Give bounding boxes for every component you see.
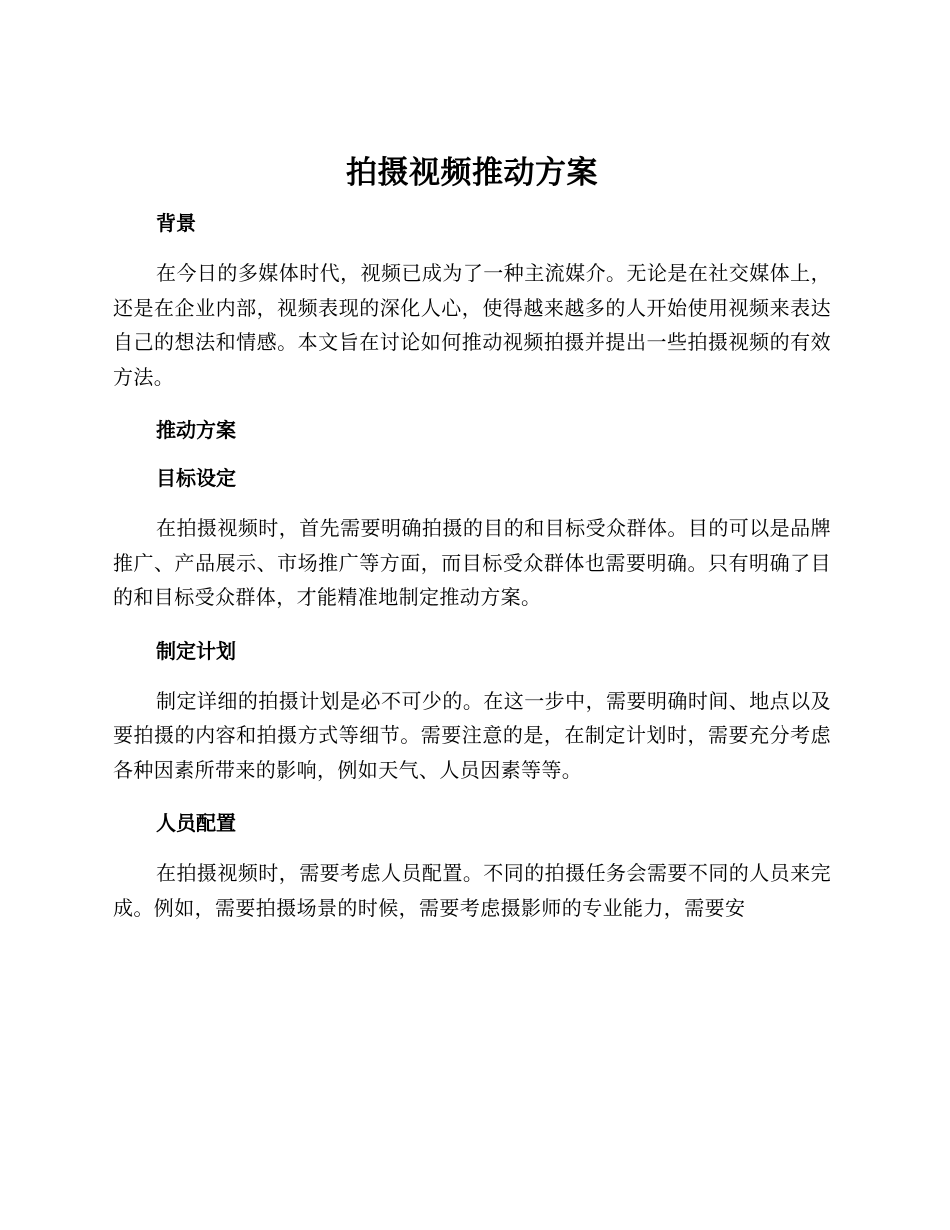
section-heading-make-plan: 制定计划 [156, 638, 236, 663]
document-title: 拍摄视频推动方案 [346, 155, 598, 191]
section-paragraph-goal-setting: 在拍摄视频时，首先需要明确拍摄的目的和目标受众群体。目的可以是品牌推广、产品展示、市场推广等方面，而目标受众群体也需要明确。只有明确了目的和目标受众群体，才能精准地制定推动方案。 [113, 516, 831, 609]
section-heading-staffing: 人员配置 [156, 811, 236, 835]
section-heading-goal-setting: 目标设定 [156, 466, 236, 490]
section-paragraph-make-plan: 制定详细的拍摄计划是必不可少的。在这一步中，需要明确时间、地点以及要拍摄的内容和拍摄方式等细节。需要注意的是，在制定计划时，需要充分考虑各种因素所带来的影响，例如天气、人员因素等等。 [113, 688, 831, 782]
section-paragraph-staffing: 在拍摄视频时，需要考虑人员配置。不同的拍摄任务会需要不同的人员来完成。例如，需要拍摄场景的时候，需要考虑摄影师的专业能力，需要安 [113, 861, 831, 920]
document-page [113, 150, 831, 925]
section-paragraph-background: 在今日的多媒体时代，视频已成为了一种主流媒介。无论是在社交媒体上，还是在企业内部，视频表现的深化人心，使得越来越多的人开始使用视频来表达自己的想法和情感。本文旨在讨论如何推动视频拍摄并提出一些拍摄视频的有效方法。 [113, 261, 831, 389]
section-heading-background: 背景 [156, 211, 196, 235]
section-heading-promotion-plan: 推动方案 [156, 418, 236, 442]
